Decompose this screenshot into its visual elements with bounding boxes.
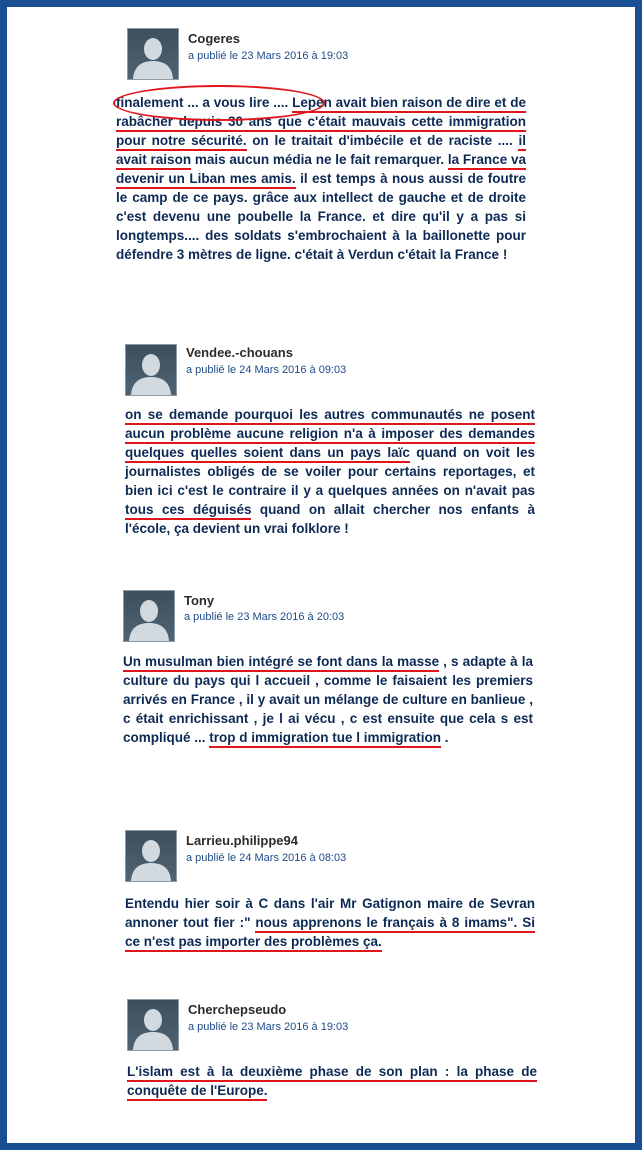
text-segment: on le traitait d'imbécile et de raciste ....: [246, 133, 519, 148]
underlined-segment: Un musulman bien intégré se font dans la masse: [123, 654, 439, 672]
comment-timestamp: a publié le 23 Mars 2016 à 19:03: [188, 50, 349, 62]
text-segment: finalement ... a vous lire: [116, 95, 270, 110]
user-silhouette-icon: [128, 29, 178, 79]
avatar[interactable]: [127, 999, 179, 1051]
user-silhouette-icon: [124, 591, 174, 641]
text-segment: Entendu hier soir à C dans l'air Mr Gatignon maire de Sevran annoner tout fier :": [125, 896, 535, 930]
user-silhouette-icon: [128, 1000, 178, 1050]
avatar[interactable]: [123, 590, 175, 642]
comment-timestamp: a publié le 24 Mars 2016 à 09:03: [186, 364, 347, 376]
avatar[interactable]: [125, 344, 177, 396]
comment-body: [125, 405, 535, 538]
comment-author[interactable]: Larrieu.philippe94: [186, 833, 298, 848]
comment-body: [125, 894, 535, 951]
underlined-segment: trop d immigration tue l immigration: [209, 730, 441, 748]
highlight-circle: [113, 85, 325, 121]
text-segment: .: [441, 730, 449, 745]
user-silhouette-icon: [126, 345, 176, 395]
user-silhouette-icon: [126, 831, 176, 881]
text-segment: quand on allait chercher nos enfants à l'école, ça devient un vrai folklore !: [125, 502, 535, 536]
comment-author[interactable]: Tony: [184, 593, 215, 608]
comment-author[interactable]: Cogeres: [188, 31, 241, 46]
comment-author[interactable]: Cherchepseudo: [188, 1002, 287, 1017]
comment-body: [123, 652, 533, 747]
comment-body: [127, 1062, 537, 1100]
underlined-segment: Lepen avait bien raison de dire et de rabâcher depuis 30 ans que c'était mauvais cette immigration pour notre sécurité.: [116, 95, 526, 151]
text-segment: quand on voit les journalistes obligés de se voiler pour certains reportages, et bien ici c'est le contraire il y a quelques années on n'avait pas: [125, 445, 535, 498]
comment-timestamp: a publié le 24 Mars 2016 à 08:03: [186, 852, 347, 864]
text-segment: ....: [269, 95, 293, 110]
comment-timestamp: a publié le 23 Mars 2016 à 19:03: [188, 1021, 349, 1033]
underlined-segment: il avait raison: [116, 133, 526, 170]
text-segment: il est temps à nous aussi de foutre le camp de ce pays. grâce aux intellect de gauche et de droite c'est devenu une poubelle la France. et dire qu'il y a pas si longtemps.... des soldats s'embrochaient à la baillonette pour défendre 3 mètres de ligne. c'était à Verdun c'était la France !: [116, 171, 526, 262]
avatar[interactable]: [127, 28, 179, 80]
avatar[interactable]: [125, 830, 177, 882]
text-segment: mais aucun média ne le fait remarquer.: [191, 152, 448, 167]
underlined-segment: on se demande pourquoi les autres communautés ne posent aucun problème aucune religion n'a à imposer des demandes quelques quelles soient dans un pays laïc: [125, 407, 535, 463]
text-segment: , s adapte à la culture du pays qui l accueil , comme le faisaient les premiers arrivés en France , il y avait un mélange de culture en banlieue , c était enrichissant , je l ai vécu , c est ensuite que cela s est compliqué ...: [123, 654, 533, 745]
underlined-segment: L'islam est à la deuxième phase de son plan : la phase de conquête de l'Europe.: [127, 1064, 537, 1101]
underlined-segment: tous ces déguisés: [125, 502, 251, 520]
comment-thread: [7, 7, 635, 1143]
underlined-segment: la France va devenir un Liban mes amis.: [116, 152, 526, 189]
comment-author[interactable]: Vendee.-chouans: [186, 345, 293, 360]
comment-timestamp: a publié le 23 Mars 2016 à 20:03: [184, 611, 345, 623]
underlined-segment: nous apprenons le français à 8 imams". Si ce n'est pas importer des problèmes ça.: [125, 915, 535, 952]
